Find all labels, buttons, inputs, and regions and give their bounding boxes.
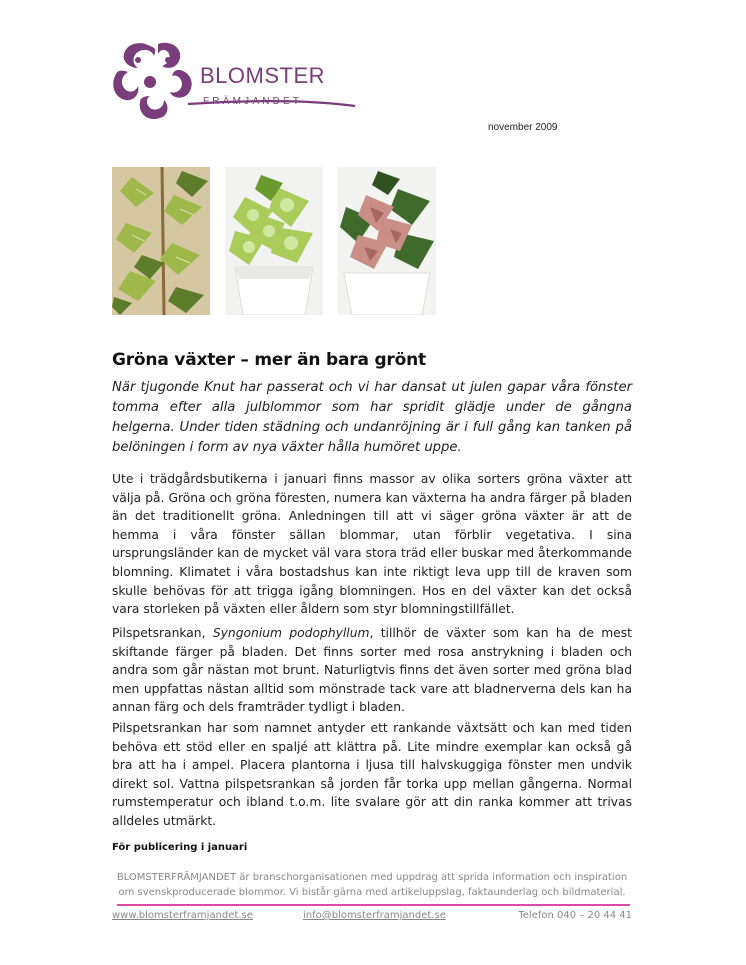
plant-photo-ivy-syngonium-icon <box>112 167 210 315</box>
botanical-name: Syngonium podophyllum <box>212 626 370 640</box>
article-paragraph-1: Ute i trädgårdsbutikerna i januari finns massor av olika sorters gröna växter att välja på. Gröna och gröna föresten, numera kan växterna ha andra färger på bladen än det traditionellt gröna. Anledningen till att vi säger gröna växter är att de hemma i våra fönster sällan blommar, utan förblir vegetativa. I sina ursprungsländer kan de mycket väl vara stora träd eller buskar med återkommande blomning. Klimatet i våra bostadshus kan inte riktigt leva upp till de kraven som skulle behövas för att trigga igång blomningen. Hos en del växter kan det också vara storleken på växten eller åldern som styr blomningstillfället. <box>112 472 632 617</box>
article-paragraph-3: Pilspetsrankan har som namnet antyder ett rankande växtsätt och kan med tiden behöva ett stöd eller en spaljé att klättra på. Lite mindre exemplar kan också gå bra att ha i ampel. Placera plantorna i ljusa till halvskuggiga fönster men undvik direkt sol. Vattna pilspetsrankan så jorden får torka upp mellan gångerna. Normal rumstemperatur och ibland t.o.m. lite svalare gör att din ranka kommer att trivas alldeles utmärkt. <box>112 721 632 828</box>
brand-subname: FRÄMJANDET <box>203 96 303 107</box>
plant-photo-pink-syngonium-pot-icon <box>338 167 436 315</box>
document-date: november 2009 <box>488 122 558 133</box>
website-link[interactable]: www.blomsterframjandet.se <box>112 910 253 921</box>
footer-info: BLOMSTERFRÄMJANDET är branschorganisationen med uppdrag att sprida information och inspiration om svenskproducerade blommor. Vi bistår gärna med artikeluppslag, faktaunderlag och bildmaterial. <box>116 872 628 898</box>
footer-contact <box>112 910 632 926</box>
article-paragraph-2 <box>112 624 632 717</box>
article-title: Gröna växter – mer än bara grönt <box>112 350 426 370</box>
article-lead: När tjugonde Knut har passerat och vi har dansat ut julen gapar våra fönster tomma efter alla julblommor som har spridit glädje under de gångna helgerna. Under tiden städning och undanröjning är i full gång kan tanken på belöningen i form av nya växter hålla humöret uppe. <box>112 380 632 455</box>
brand-name: BLOMSTER <box>200 63 326 88</box>
footer-divider <box>117 904 630 906</box>
paragraph-text: , tillhör de växter som kan ha de mest skiftande färger på bladen. Det finns sorter med rosa anstrykning i bladen och andra som går nästan mot brunt. Naturligtvis finns det även sorter med gröna blad men uppfattas nästan alltid som mönstrade tack vare att bladnerverna dels kan ha annan färg och dels framträder tydligt i bladen. <box>112 626 632 715</box>
phone-number: Telefon 040 – 20 44 41 <box>518 910 632 921</box>
paragraph-text: Pilspetsrankan, <box>112 626 213 640</box>
publication-note: För publicering i januari <box>112 842 248 853</box>
plant-photo-green-syngonium-pot-icon <box>225 167 323 315</box>
email-link[interactable]: info@blomsterframjandet.se <box>303 910 446 921</box>
